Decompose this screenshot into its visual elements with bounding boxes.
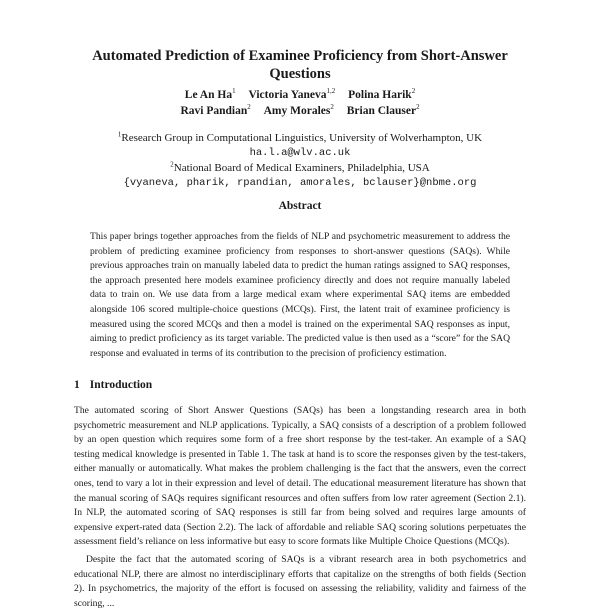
author: Polina Harik$^2$ bbox=[348, 87, 416, 101]
author: Victoria Yaneva$^{1,2}$ bbox=[248, 87, 336, 101]
paragraph: The automated scoring of Short Answer Questions (SAQs) has been a longstanding research area in both psychometric measurement and NLP applications. Typically, a SAQ consists of a description of a problem followed by an open question which requires some form of a free short response by the test-taker. An example of a SAQ testing medical knowledge is presented in Table 1. The task at hand is to score the responses given by the test-takers, either manually or automatically. What makes the problem challenging is the fact that the answers, even the correct ones, tend to vary a lot in their expression and level of detail. The educational measurement literature has shown that the manual scoring of SAQs requires significant resources and often suffers from low rater agreement (Section 2.1). In NLP, the automated scoring of SAQ responses is still far from being solved and requires large amounts of expensive expert-rated data (Section 2.2). The lack of affordable and reliable SAQ scoring solutions perpetuates the assessment field’s reliance on less informative but easy to score formats like Multiple Choice Questions (MCQs). bbox=[74, 405, 526, 548]
author: Brian Clauser$^2$ bbox=[346, 103, 420, 117]
affiliations bbox=[60, 131, 540, 191]
author: Amy Morales$^2$ bbox=[263, 103, 334, 117]
email-1: ha.l.a@wlv.ac.uk bbox=[249, 147, 351, 159]
author-line-2 bbox=[80, 103, 520, 119]
abstract-text: This paper brings together approaches from the fields of NLP and psychometric measurement to address the problem of predicting examinee proficiency from responses to short-answer questions (SAQs). While previous approaches train on manually labeled data to predict the human ratings assigned to SAQ responses, the approach presented here models examinee proficiency directly and does not require manually labeled data to train on. We use data from a large medical exam where experimental SAQ items are embedded alongside 106 scored multiple-choice questions (MCQs). First, the latent trait of examinee proficiency is measured using the scored MCQs and then a model is trained on the experimental SAQ responses as input, aiming to predict proficiency as its target variable. The predicted value is then used as a “score” for the SAQ response and evaluated in terms of its contribution to the precision of proficiency estimation. bbox=[90, 231, 510, 359]
author: Ravi Pandian$^2$ bbox=[180, 103, 251, 117]
section-body bbox=[74, 404, 526, 611]
author: Le An Ha$^1$ bbox=[184, 87, 236, 101]
email-2: {vyaneva, pharik, rpandian, amorales, bclauser}@nbme.org bbox=[123, 177, 477, 189]
author-list bbox=[80, 87, 520, 119]
paragraph: Despite the fact that the automated scoring of SAQs is a vibrant research area in both psychometrics and educational NLP, there are almost no interdisciplinary efforts that capitalize on the strengths of both fields (Section 2). In psychometrics, the majority of the effort is focused on assessing the reliability, validity and fairness of the scoring, ... bbox=[74, 553, 526, 609]
paper-title: Automated Prediction of Examinee Proficiency from Short-Answer Questions bbox=[92, 48, 508, 82]
section-number: 1 bbox=[74, 379, 80, 391]
section-heading bbox=[74, 379, 152, 391]
section-title: Introduction bbox=[89, 379, 153, 391]
abstract-heading: Abstract bbox=[278, 200, 322, 212]
affiliation-2: $^2$National Board of Medical Examiners, Philadelphia, USA bbox=[170, 160, 430, 174]
affiliation-1: $^1$Research Group in Computational Linguistics, University of Wolverhampton, UK bbox=[117, 130, 483, 144]
author-line-1 bbox=[80, 87, 520, 103]
